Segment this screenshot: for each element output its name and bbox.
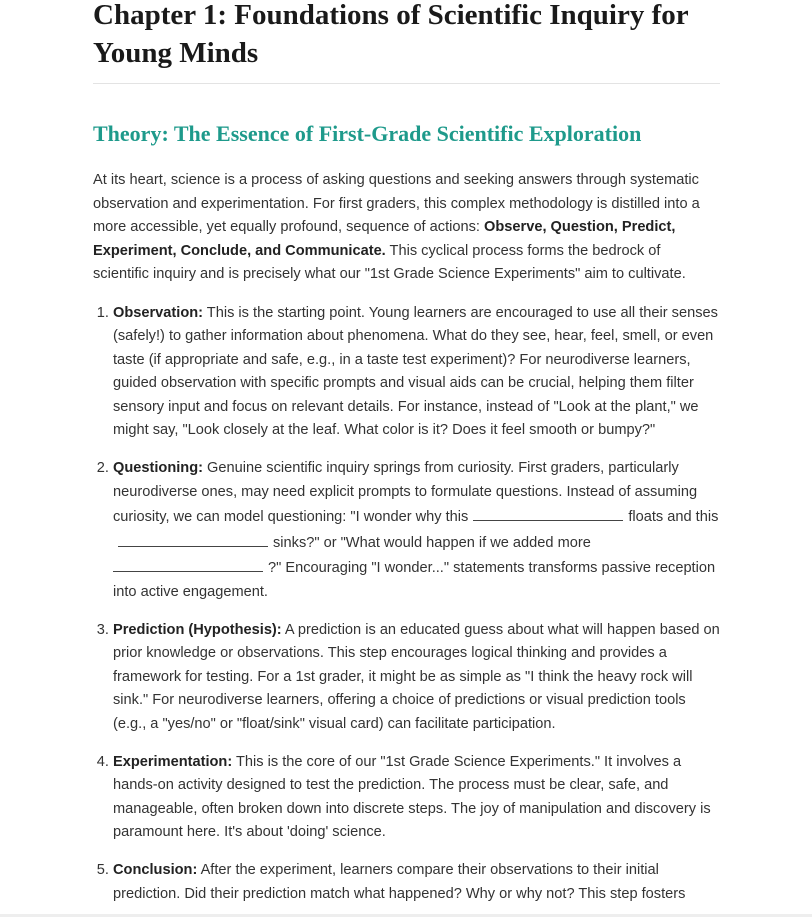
list-item-experimentation: [113, 751, 720, 845]
list-item-questioning: [113, 457, 720, 604]
list-item-conclusion: [113, 859, 720, 906]
step-text: A prediction is an educated guess about what will happen based on prior knowledge or observations. This step encourages logical thinking and provides a framework for testing. For a 1st grader, it might be as simple as "I think the heavy rock will sink." For neurodiverse learners, offering a choice of predictions or visual prediction tools (e.g., a "yes/no" or "float/sink" visual card) can facilitate participation.: [113, 621, 720, 732]
step-term: Prediction (Hypothesis):: [113, 621, 282, 638]
intro-bold-steps: Observe, Question, Predict, Experiment, Conclude, and Communicate.: [93, 219, 676, 259]
step-text: After the experiment, learners compare their observations to their initial prediction. Did their prediction match what happened? Why or why not? This step fosters: [113, 862, 686, 902]
fill-blank-3[interactable]: [113, 555, 263, 572]
step-term: Observation:: [113, 304, 204, 321]
step-text: This is the starting point. Young learners are encouraged to use all their senses (safely!) to gather information about phenomena. What do they see, hear, feel, smell, or even taste (if appropriate and safe, e.g., in a taste test experiment)? For neurodiverse learners, guided observation with specific prompts and visual aids can be crucial, helping them filter sensory input and focus on relevant details. For instance, instead of "Look at the plant," we might say, "Look closely at the leaf. What color is it? Does it feel smooth or bumpy?": [113, 304, 718, 438]
section-heading-theory: Theory: The Essence of First-Grade Scientific Exploration: [93, 121, 642, 146]
step-term: Questioning:: [113, 460, 203, 476]
document-page: [93, 0, 720, 921]
inquiry-steps-list: [93, 302, 720, 907]
step-text: sinks?" or "What would happen if we added more: [273, 534, 591, 551]
intro-paragraph: [93, 169, 720, 287]
title-divider: [93, 83, 720, 84]
step-text: floats and this: [628, 509, 719, 525]
intro-text-end: This cyclical process forms the bedrock of scientific inquiry and is precisely what our "1st Grade Science Experiments" aim to cultivate.: [93, 242, 686, 282]
intro-text: At its heart, science is a process of asking questions and seeking answers through systematic observation and experimentation. For first graders, this complex methodology is distilled into a more accessible, yet equally profound, sequence of actions:: [93, 172, 700, 235]
chapter-title: Chapter 1: Foundations of Scientific Inquiry for Young Minds: [93, 0, 689, 69]
list-item-observation: [113, 302, 720, 443]
step-text: Genuine scientific inquiry springs from curiosity. First graders, particularly neurodiverse ones, may need explicit prompts to formulate questions. Instead of assuming curiosity, we can model questioning: "I wonder why this: [113, 460, 698, 525]
fill-blank-1[interactable]: [473, 504, 623, 521]
fill-blank-2[interactable]: [118, 530, 268, 547]
step-term: Conclusion:: [113, 862, 198, 878]
step-text: This is the core of our "1st Grade Science Experiments." It involves a hands-on activity designed to test the prediction. The process must be clear, safe, and manageable, often broken down into discrete steps. The joy of manipulation and discovery is paramount here. It's about 'doing' science.: [113, 753, 711, 840]
step-term: Experimentation:: [113, 753, 233, 770]
step-text: ?" Encouraging "I wonder..." statements transforms passive reception into active engagement.: [113, 560, 716, 600]
list-item-prediction: [113, 619, 720, 737]
